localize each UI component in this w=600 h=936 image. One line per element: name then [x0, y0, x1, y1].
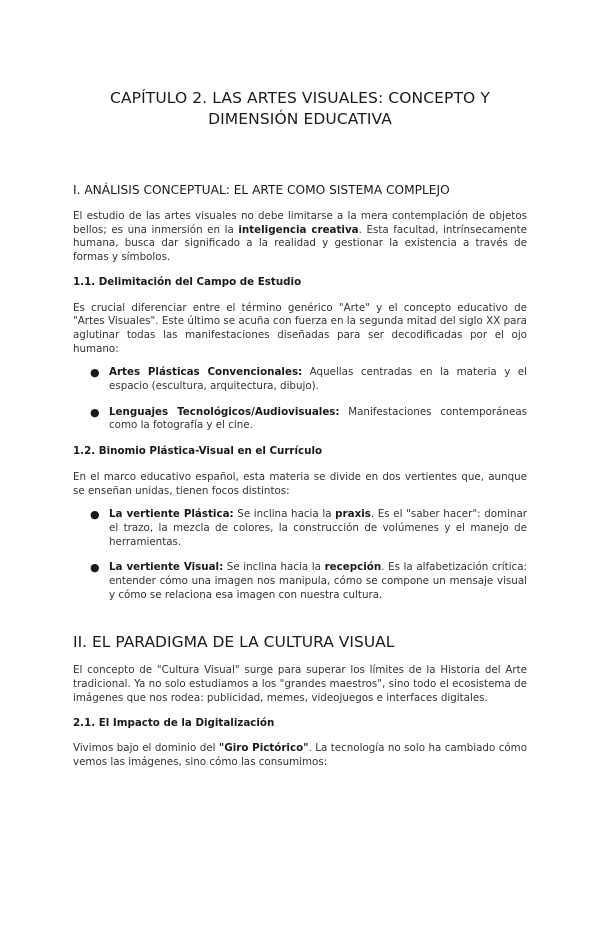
list-item-bold: Artes Plásticas Convencionales:	[109, 366, 303, 379]
chapter-title	[73, 88, 527, 130]
list-item-keyword: praxis	[335, 508, 371, 521]
list-item	[90, 366, 527, 393]
list-item-text: Manifestaciones contemporáneas como la fotografía y el cine.	[109, 405, 528, 432]
list-item-keyword: recepción	[324, 561, 382, 574]
subsection-1-2-list	[73, 508, 527, 602]
list-item-bold: Lenguajes Tecnológicos/Audiovisuales:	[109, 405, 340, 418]
bullet-icon: ●	[90, 508, 100, 522]
bullet-icon: ●	[90, 366, 100, 380]
section1-intro-bold: inteligencia creativa	[238, 223, 359, 236]
section1-intro	[73, 210, 527, 265]
subsection-1-2-title: 1.2. Binomio Plástica-Visual en el Currículo	[73, 445, 323, 458]
chapter-title-line1: CAPÍTULO 2. LAS ARTES VISUALES: CONCEPTO Y	[110, 89, 490, 107]
subsection-1-1-title: 1.1. Delimitación del Campo de Estudio	[73, 275, 302, 288]
chapter-title-line2: DIMENSIÓN EDUCATIVA	[208, 110, 392, 128]
list-item-text-end: . Es el "saber hacer": dominar el trazo, la mezcla de colores, la construcción de volúmenes y el manejo de herramientas.	[109, 508, 527, 548]
list-item-text-end: . Es la alfabetización crítica: entender cómo una imagen nos manipula, cómo se compone un mensaje visual y cómo se relaciona esa imagen con nuestra cultura.	[109, 561, 527, 601]
subsection-2-1-text-end: . La tecnología no solo ha cambiado cómo vemos las imágenes, sino cómo las consumimos:	[73, 742, 528, 768]
list-item-text: Aquellas centradas en la materia y el espacio (escultura, arquitectura, dibujo).	[109, 366, 527, 393]
list-item-text: Se inclina hacia la	[233, 508, 336, 521]
list-item-text: Se inclina hacia la	[223, 561, 325, 574]
document-page	[0, 88, 600, 936]
subsection-2-1-title: 2.1. El Impacto de la Digitalización	[73, 716, 275, 729]
section2-intro: El concepto de "Cultura Visual" surge para superar los límites de la Historia del Arte tradicional. Ya no solo estudiamos a los "grandes maestros", sino todo el ecosistema de imágenes que nos rodea: publicidad, memes, videojuegos e interfaces digitales.	[73, 664, 527, 704]
section2-title: II. EL PARADIGMA DE LA CULTURA VISUAL	[73, 633, 395, 652]
list-item-bold: La vertiente Plástica:	[109, 508, 234, 521]
section1-title: I. ANÁLISIS CONCEPTUAL: EL ARTE COMO SISTEMA COMPLEJO	[73, 183, 450, 197]
subsection-1-1-list	[73, 366, 527, 433]
bullet-icon: ●	[90, 405, 100, 419]
subsection-1-1-paragraph: Es crucial diferenciar entre el término genérico "Arte" y el concepto educativo de "Artes Visuales". Este último se acuña con fuerza en la segunda mitad del siglo XX para aglutinar todas las manifestaciones diseñadas para ser decodificadas por el ojo humano:	[73, 301, 527, 355]
bullet-icon: ●	[90, 561, 100, 575]
subsection-2-1-text: Vivimos bajo el dominio del	[73, 742, 219, 755]
subsection-1-2-paragraph: En el marco educativo español, esta materia se divide en dos vertientes que, aunque se enseñan unidas, tienen focos distintos:	[73, 470, 527, 497]
list-item	[90, 508, 527, 549]
subsection-2-1-bold: "Giro Pictórico"	[218, 742, 309, 755]
list-item	[90, 561, 527, 602]
list-item-bold: La vertiente Visual:	[109, 561, 224, 574]
list-item	[90, 405, 528, 433]
section1-intro-text: El estudio de las artes visuales no debe limitarse a la mera contemplación de objetos bellos; es una inmersión en la	[73, 210, 527, 236]
subsection-2-1-paragraph	[73, 742, 527, 769]
section1-intro-text-end: . Esta facultad, intrínsecamente humana, busca dar significado a la realidad y gestionar la existencia a través de formas y símbolos.	[73, 223, 527, 264]
